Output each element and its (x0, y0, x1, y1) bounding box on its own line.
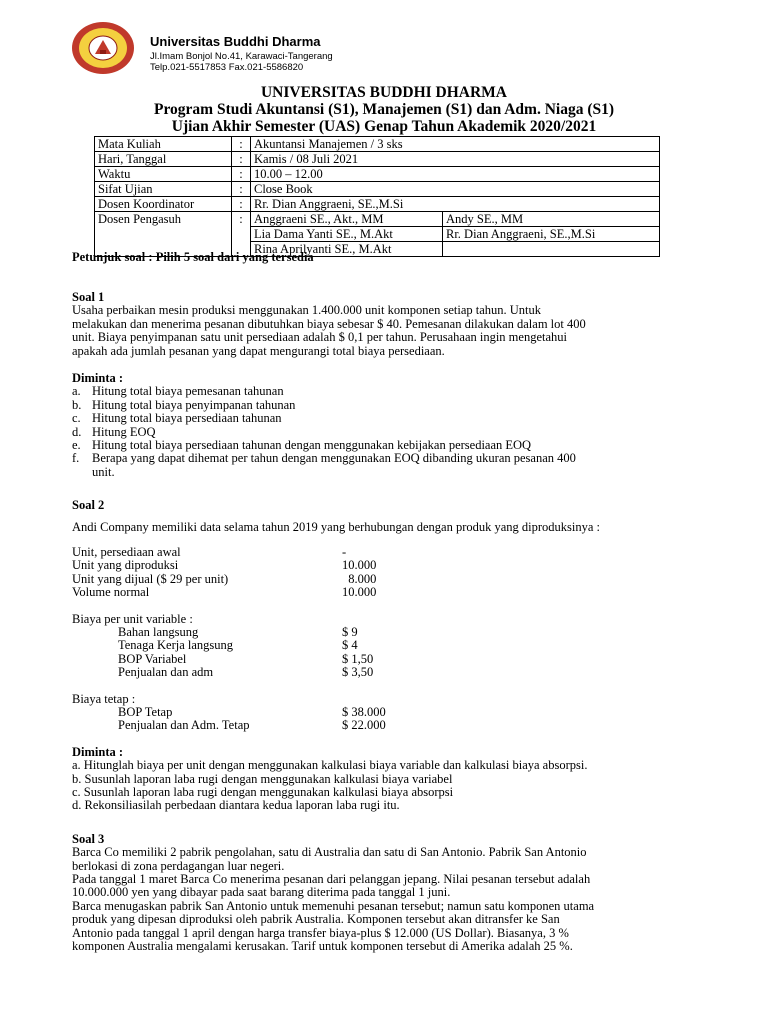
row-label: Unit yang dijual ($ 29 per unit) (72, 571, 229, 586)
list-text: unit. (92, 464, 115, 479)
fixed-cost-title: Biaya tetap : (72, 691, 136, 706)
value-cell: 10.00 – 12.00 (251, 167, 660, 182)
lecturer-cell: Anggraeni SE., Akt., MM (251, 212, 443, 227)
data-row (72, 706, 676, 719)
lecturer-cell: Rr. Dian Anggraeni, SE.,M.Si (443, 227, 660, 242)
label-cell: Dosen Koordinator (95, 197, 232, 212)
text-line: Barca menugaskan pabrik San Antonio untuk memenuhi pesanan tersebut; namun satu komponen utama (72, 898, 595, 913)
fixed-costs (72, 706, 676, 733)
address-line: Jl.Imam Bonjol No.41, Karawaci-Tangerang (150, 51, 333, 62)
row-value: 10.000 (342, 585, 377, 600)
row-value: 8.000 (342, 571, 377, 586)
text-line: berlokasi di zona perdagangan luar negeri. (72, 858, 285, 873)
row-label: Volume normal (72, 585, 150, 600)
title-program: Program Studi Akuntansi (S1), Manajemen (S1) dan Adm. Niaga (S1) (153, 101, 615, 118)
data-row (72, 666, 676, 679)
value-cell: Rr. Dian Anggraeni, SE.,M.Si (251, 197, 660, 212)
sep-cell: : (232, 197, 251, 212)
row-label: Tenaga Kerja langsung (118, 638, 234, 653)
text-line: komponen Australia mengalami kerusakan. Tarif untuk komponen tersebut di Amerika adalah 25 %. (72, 939, 573, 954)
variable-costs (72, 626, 676, 680)
label-cell: Hari, Tanggal (95, 152, 232, 167)
list-text: Berapa yang dapat dihemat per tahun dengan menggunakan EOQ dibanding ukuran pesanan 400 (92, 451, 576, 466)
soal-1-list (72, 385, 676, 479)
exam-info-table (94, 136, 660, 257)
letterhead (70, 20, 710, 76)
university-name: Universitas Buddhi Dharma (150, 34, 321, 49)
sep-cell: : (232, 167, 251, 182)
soal-2-units (72, 546, 676, 600)
row-label: Penjualan dan Adm. Tetap (118, 718, 250, 733)
list-item (72, 412, 676, 425)
list-marker: d. (72, 424, 82, 439)
lecturer-cell: Andy SE., MM (443, 212, 660, 227)
list-text: Hitung total biaya persediaan tahunan (92, 411, 282, 426)
university-logo-icon (70, 20, 136, 76)
table-row (95, 212, 660, 227)
text-line: melakukan dan menerima pesanan dibutuhkan biaya sebesar $ 40. Pemesanan dilakukan dalam lot 400 (72, 316, 586, 331)
list-item (72, 466, 676, 479)
list-item: b. Susunlah laporan laba rugi dengan menggunakan kalkulasi biaya variabel (72, 771, 453, 786)
university-address (150, 51, 333, 73)
value-cell: Akuntansi Manajemen / 3 sks (251, 137, 660, 152)
list-text: Hitung EOQ (92, 424, 156, 439)
sep-cell: : (232, 182, 251, 197)
list-text: Hitung total biaya persediaan tahunan dengan menggunakan kebijakan persediaan EOQ (92, 438, 532, 453)
row-value: 10.000 (342, 558, 377, 573)
text-line: Barca Co memiliki 2 pabrik pengolahan, satu di Australia dan satu di San Antonio. Pabrik San Antonio (72, 845, 587, 860)
data-row (72, 653, 676, 666)
phone-line: Telp.021-5517853 Fax.021-5586820 (150, 62, 304, 73)
list-marker: a. (72, 384, 81, 399)
row-value: $ 4 (342, 638, 358, 653)
text-line: Usaha perbaikan mesin produksi menggunakan 1.400.000 unit komponen setiap tahun. Untuk (72, 303, 542, 318)
data-row (72, 546, 676, 559)
text-line: Pada tanggal 1 maret Barca Co menerima pesanan dari pelanggan jepang. Nilai pesanan tersebut adalah (72, 872, 591, 887)
list-text: Hitung total biaya pemesanan tahunan (92, 384, 284, 399)
exam-header (0, 84, 768, 135)
variable-cost-title: Biaya per unit variable : (72, 611, 193, 626)
label-cell: Sifat Ujian (95, 182, 232, 197)
data-row (72, 719, 676, 732)
list-marker: e. (72, 438, 81, 453)
row-value: - (342, 545, 347, 560)
list-marker: c. (72, 411, 81, 426)
soal-3-title: Soal 3 (72, 831, 105, 846)
list-marker: b. (72, 397, 82, 412)
list-item (72, 439, 676, 452)
row-label: Unit, persediaan awal (72, 545, 181, 560)
list-item: d. Rekonsiliasilah perbedaan diantara kedua laporan laba rugi itu. (72, 798, 400, 813)
table-row (95, 197, 660, 212)
table-row (95, 152, 660, 167)
row-label: Penjualan dan adm (118, 665, 214, 680)
soal-2-diminta: Diminta : (72, 744, 124, 759)
empty-cell (443, 242, 660, 257)
label-cell: Mata Kuliah (95, 137, 232, 152)
list-text: Hitung total biaya penyimpanan tahunan (92, 397, 296, 412)
soal-3-text (72, 846, 676, 953)
table-row (95, 137, 660, 152)
soal-1-text (72, 304, 676, 358)
row-value: $ 3,50 (342, 665, 374, 680)
row-value: $ 1,50 (342, 651, 374, 666)
row-value: $ 22.000 (342, 718, 386, 733)
data-row (72, 626, 676, 639)
row-label: Unit yang diproduksi (72, 558, 179, 573)
text-line: Antonio pada tanggal 1 april dengan harga transfer biaya-plus $ 12.000 (US Dollar). Biasanya, 3 % (72, 925, 569, 940)
label-cell: Waktu (95, 167, 232, 182)
row-value: $ 9 (342, 625, 358, 640)
soal-2-list (72, 759, 676, 813)
lecturer-cell: Lia Dama Yanti SE., M.Akt (251, 227, 443, 242)
value-cell: Close Book (251, 182, 660, 197)
data-row (72, 559, 676, 572)
row-label: Bahan langsung (118, 625, 199, 640)
list-item: c. Susunlah laporan laba rugi dengan menggunakan kalkulasi biaya absorpsi (72, 785, 454, 800)
text-line: apakah ada jumlah pesanan yang dapat mengurangi total biaya persediaan. (72, 343, 445, 358)
row-value: $ 38.000 (342, 705, 386, 720)
title-university: UNIVERSITAS BUDDHI DHARMA (260, 84, 508, 101)
title-exam: Ujian Akhir Semester (UAS) Genap Tahun Akademik 2020/2021 (171, 118, 597, 135)
table-row (95, 167, 660, 182)
list-item (72, 452, 676, 465)
text-line: produk yang dipesan diproduksi oleh pabrik Australia. Komponen tersebut akan ditransfer ke San (72, 912, 560, 927)
data-row (72, 573, 676, 586)
exam-content (72, 291, 676, 954)
row-label: BOP Variabel (118, 651, 187, 666)
sep-cell: : (232, 212, 251, 257)
data-row (72, 639, 676, 652)
sep-cell: : (232, 137, 251, 152)
row-label: BOP Tetap (118, 705, 173, 720)
sep-cell: : (232, 152, 251, 167)
label-cell: Dosen Pengasuh (95, 212, 232, 257)
list-item (72, 385, 676, 398)
text-line: unit. Biaya penyimpanan satu unit persediaan adalah $ 0,1 per tahun. Perusahaan ingin mengetahui (72, 330, 567, 345)
lecturer-cell: Rina Aprilyanti SE., M.Akt (251, 242, 443, 257)
table-row (95, 182, 660, 197)
list-item (72, 426, 676, 439)
list-item: a. Hitunglah biaya per unit dengan menggunakan kalkulasi biaya variable dan kalkulasi biaya absorpsi. (72, 758, 588, 773)
soal-2-intro: Andi Company memiliki data selama tahun 2019 yang berhubungan dengan produk yang diproduksinya : (72, 519, 601, 534)
soal-2-title: Soal 2 (72, 498, 105, 513)
text-line: 10.000.000 yen yang dibayar pada saat barang diterima pada tanggal 1 juni. (72, 885, 451, 900)
instruction: Petunjuk soal : Pilih 5 soal dari yang tersedia (72, 250, 314, 264)
data-row (72, 586, 676, 599)
value-cell: Kamis / 08 Juli 2021 (251, 152, 660, 167)
soal-1-diminta: Diminta : (72, 371, 124, 386)
list-item (72, 399, 676, 412)
list-marker: f. (72, 451, 80, 466)
soal-1-title: Soal 1 (72, 290, 105, 304)
